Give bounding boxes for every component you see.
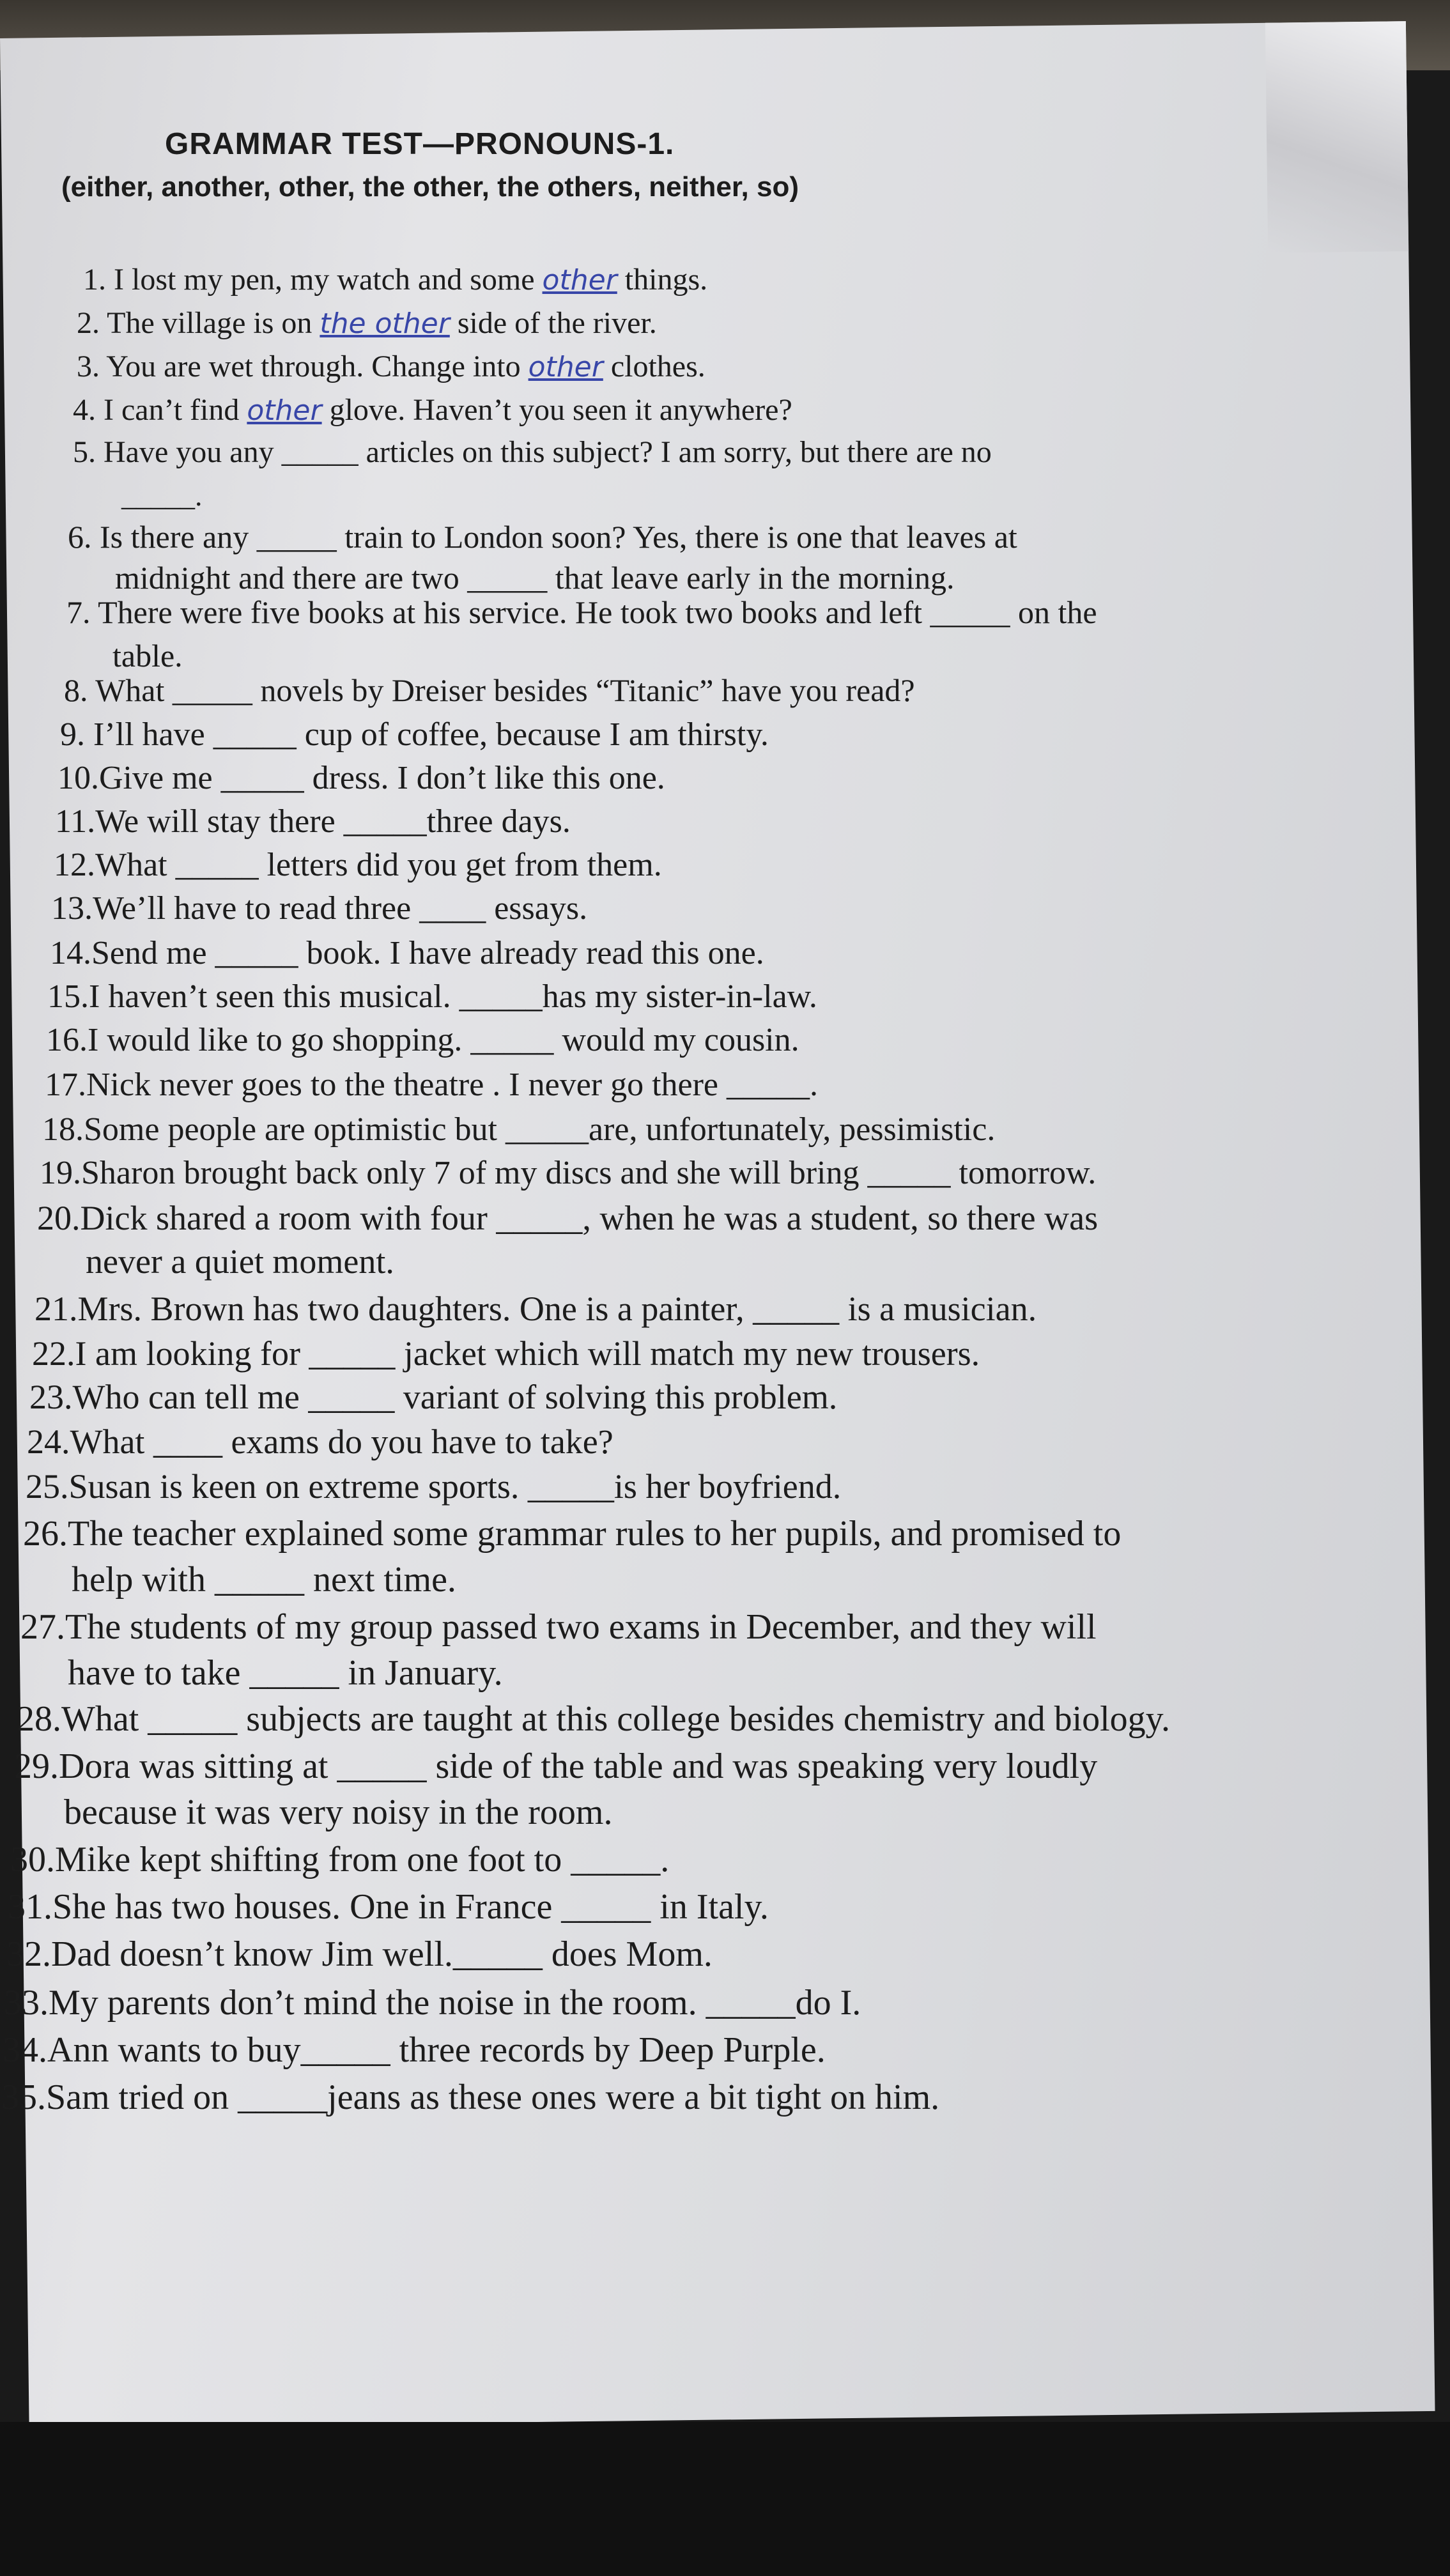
exercise-line [112, 638, 183, 674]
exercise-line [10, 1842, 669, 1878]
exercise-line [83, 262, 707, 298]
exercise-text: 18.Some people are optimistic but _____are, unfortunately, pessimistic. [42, 1111, 996, 1148]
exercise-text: 32.Dad doesn’t know Jim well._____ does Mom. [6, 1934, 713, 1974]
exercise-text: 10.Give me _____ dress. I don’t like this one. [58, 760, 665, 796]
exercise-text: have to take _____ in January. [68, 1653, 503, 1693]
exercise-text: 17.Nick never goes to the theatre . I never go there _____. [45, 1067, 819, 1103]
exercise-text: midnight and there are two _____ that leave early in the morning. [115, 560, 955, 596]
worksheet-subtitle: (either, another, other, the other, the others, neither, so) [61, 171, 799, 203]
exercise-text: glove. Haven’t you seen it anywhere? [321, 393, 792, 427]
exercise-text: 21.Mrs. Brown has two daughters. One is a painter, _____ is a musician. [35, 1290, 1037, 1328]
exercise-line [47, 979, 817, 1015]
worksheet-title: GRAMMAR TEST—PRONOUNS-1. [165, 127, 675, 161]
exercise-text: 31.She has two houses. One in France _____ in Italy. [8, 1887, 769, 1927]
exercise-line [4, 1985, 861, 2021]
exercise-text: 3. You are wet through. Change into [77, 350, 528, 383]
exercise-text: things. [617, 263, 708, 297]
exercise-text: 6. Is there any _____ train to London soon? Yes, there is one that leaves at [68, 519, 1017, 555]
exercise-text: 13.We’ll have to read three ____ essays. [51, 890, 588, 927]
exercise-text: 34.Ann wants to buy_____ three records by Deep Purple. [3, 2030, 826, 2070]
exercise-line [54, 847, 662, 883]
exercise-text: 16.I would like to go shopping. _____ would my cousin. [46, 1022, 799, 1058]
exercise-line [58, 760, 665, 796]
handwritten-answer: other [528, 351, 603, 383]
exercise-text: 12.What _____ letters did you get from them. [54, 847, 662, 883]
exercise-line [20, 1609, 1097, 1645]
exercise-line [46, 1022, 799, 1058]
exercise-line [45, 1067, 818, 1103]
exercise-line [51, 891, 587, 927]
exercise-text: 2. The village is on [77, 306, 320, 340]
handwritten-answer: the other [320, 307, 450, 340]
exercise-text: because it was very noisy in the room. [64, 1793, 613, 1832]
exercise-line [64, 1794, 612, 1830]
exercise-line [77, 349, 706, 385]
exercise-line [29, 1379, 837, 1415]
exercise-line [64, 672, 915, 708]
exercise-text: 9. I’ll have _____ cup of coffee, because I am thirsty. [60, 716, 769, 753]
exercise-text: 8. What _____ novels by Dreiser besides “Titanic” have you read? [64, 672, 915, 708]
exercise-text: 1. I lost my pen, my watch and some [83, 263, 543, 297]
exercise-line [86, 1244, 394, 1279]
exercise-line [77, 305, 657, 342]
exercise-line [37, 1200, 1098, 1236]
exercise-text: 5. Have you any _____ articles on this subject? I am sorry, but there are no [73, 435, 992, 469]
exercise-text: 35.Sam tried on _____jeans as these ones were a bit tight on him. [1, 2078, 940, 2117]
exercise-line [1, 2079, 939, 2115]
exercise-line [6, 1936, 713, 1972]
exercise-line [55, 804, 571, 840]
exercise-line [121, 478, 203, 514]
exercise-text: help with _____ next time. [72, 1560, 456, 1600]
exercise-line [23, 1516, 1121, 1552]
exercise-text: 14.Send me _____ book. I have already read this one. [50, 935, 764, 971]
exercise-text: 30.Mike kept shifting from one foot to _____. [10, 1840, 670, 1879]
exercise-text: never a quiet moment. [86, 1242, 394, 1281]
exercise-text: table. [112, 638, 183, 674]
exercise-text: side of the river. [449, 306, 657, 340]
exercise-line [26, 1469, 841, 1504]
exercise-line [66, 594, 1097, 630]
exercise-line [14, 1748, 1097, 1784]
exercise-text: 29.Dora was sitting at _____ side of the table and was speaking very loudly [14, 1747, 1098, 1786]
exercise-text: 25.Susan is keen on extreme sports. _____is her boyfriend. [26, 1467, 842, 1506]
exercise-text: 4. I can’t find [73, 393, 247, 427]
exercise-text: clothes. [603, 350, 706, 383]
exercise-text: 27.The students of my group passed two exams in December, and they will [20, 1607, 1097, 1647]
exercise-line [42, 1112, 995, 1148]
exercise-line [35, 1291, 1037, 1327]
handwritten-answer: other [247, 394, 322, 427]
exercise-line [17, 1701, 1170, 1737]
exercise-text: 28.What _____ subjects are taught at this college besides chemistry and biology. [17, 1699, 1171, 1739]
exercise-line [73, 392, 792, 429]
exercise-line [68, 1655, 503, 1691]
exercise-line [72, 1562, 456, 1598]
exercise-text: 7. There were five books at his service. He took two books and left _____ on the [66, 594, 1097, 630]
exercise-text: 20.Dick shared a room with four _____, when he was a student, so there was [37, 1199, 1099, 1237]
handwritten-answer: other [542, 264, 617, 297]
exercise-text: 33.My parents don’t mind the noise in the room. _____do I. [4, 1983, 861, 2023]
exercise-text: 22.I am looking for _____ jacket which will match my new trousers. [32, 1334, 980, 1373]
exercise-text: 19.Sharon brought back only 7 of my discs and she will bring _____ tomorrow. [40, 1155, 1097, 1191]
exercise-text: 11.We will stay there _____three days. [55, 803, 571, 840]
exercise-line [3, 2032, 826, 2068]
exercise-line [115, 560, 955, 596]
exercise-line [68, 519, 1017, 555]
exercise-text: 26.The teacher explained some grammar rules to her pupils, and promised to [23, 1514, 1122, 1554]
exercise-text: _____. [121, 479, 203, 512]
exercise-line [60, 717, 769, 753]
exercise-line [73, 435, 992, 470]
exercise-text: 15.I haven’t seen this musical. _____has my sister-in-law. [47, 978, 817, 1015]
exercise-text: 23.Who can tell me _____ variant of solving this problem. [29, 1378, 838, 1416]
exercise-line [40, 1155, 1096, 1191]
exercise-line [50, 936, 764, 971]
exercise-text: 24.What ____ exams do you have to take? [27, 1423, 613, 1461]
exercise-line [8, 1889, 769, 1925]
exercise-line [32, 1336, 980, 1371]
exercise-line [27, 1424, 613, 1460]
